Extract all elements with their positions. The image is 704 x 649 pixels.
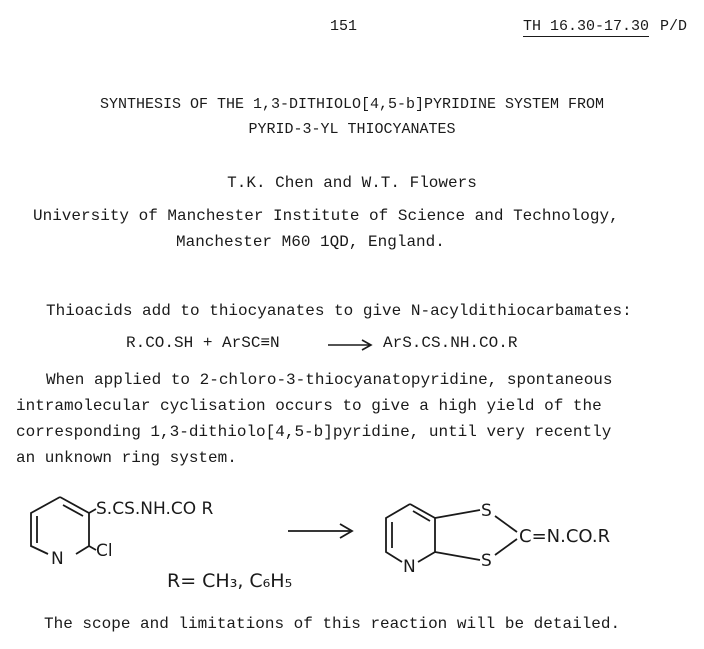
equation-right: ArS.CS.NH.CO.R: [383, 334, 518, 352]
product-sulfur-bottom: S: [481, 551, 492, 571]
session-code-text: TH 16.30-17.30: [523, 18, 650, 35]
reactant-pyridine-ring: [31, 497, 96, 554]
paragraph-line-1: When applied to 2-chloro-3-thiocyanatopyridine, spontaneous: [46, 371, 613, 389]
title-line-2: PYRID-3-YL THIOCYANATES: [248, 121, 456, 138]
product-nitrogen: N: [403, 557, 416, 577]
affiliation-line-2: Manchester M60 1QD, England.: [176, 233, 445, 251]
title-line-1: SYNTHESIS OF THE 1,3-DITHIOLO[4,5-b]PYRIDINE SYSTEM FROM: [99, 96, 605, 113]
paragraph-line-4: an unknown ring system.: [16, 449, 237, 467]
reactant-nitrogen: N: [51, 549, 64, 569]
product-substituent: C=N.CO.R: [519, 526, 611, 547]
paragraph-line-2: intramolecular cyclisation occurs to give a high yield of the: [16, 397, 602, 415]
paragraph-line-3: corresponding 1,3-dithiolo[4,5-b]pyridine, until very recently: [16, 423, 612, 441]
session-tag: P/D: [660, 18, 688, 35]
page-number: 151: [330, 18, 358, 35]
affiliation-line-1: University of Manchester Institute of Science and Technology,: [33, 207, 619, 225]
reaction-scheme: [0, 480, 704, 600]
reaction-arrow: [288, 524, 352, 538]
session-code: [523, 18, 649, 35]
equation-left: R.CO.SH + ArSC≡N: [126, 334, 280, 352]
product-ring-system: [386, 504, 517, 562]
reactant-substituent: S.CS.NH.CO R: [96, 499, 214, 519]
r-group-definition: R= CH₃, C₆H₅: [167, 570, 293, 592]
authors: T.K. Chen and W.T. Flowers: [227, 174, 477, 192]
intro-sentence: Thioacids add to thiocyanates to give N-acyldithiocarbamates:: [46, 302, 632, 320]
reactant-chlorine: Cl: [96, 541, 113, 561]
product-sulfur-top: S: [481, 501, 492, 521]
conclusion: The scope and limitations of this reaction will be detailed.: [44, 615, 621, 633]
equation-arrow: [326, 334, 376, 354]
